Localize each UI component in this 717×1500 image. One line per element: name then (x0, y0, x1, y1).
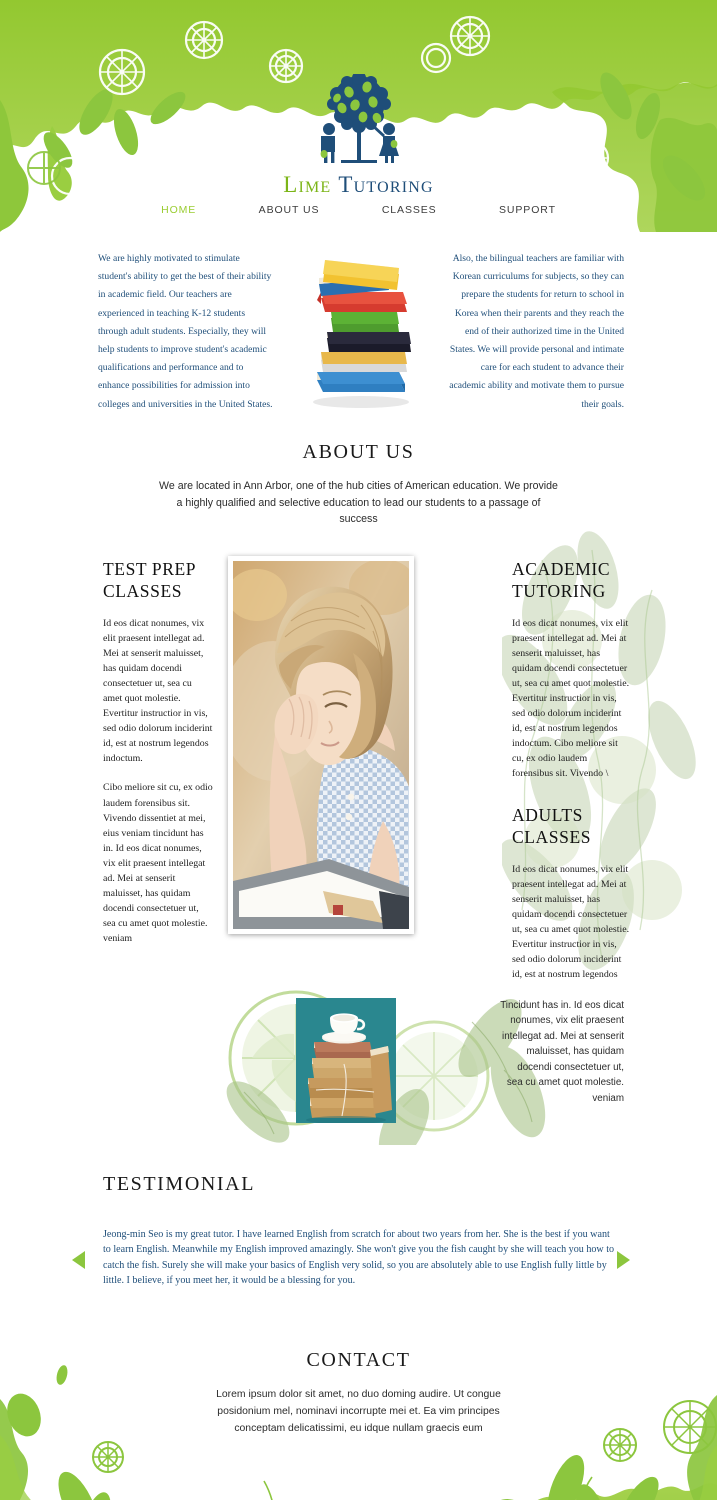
intro-section (0, 250, 717, 435)
adults-classes-paragraph: Id eos dicat nonumes, vix elit praesent intellegat ad. Mei at senserit maluisset, has quidam docendi consectetuer ut, sea cu amet quot molestie. Evertitur instructior in vis, sed odio dolorum inciderint id, est at nostrum legendos (512, 863, 630, 981)
stack-of-books-image (287, 252, 432, 412)
girl-reading-photo (228, 556, 414, 934)
intro-paragraph-left: We are highly motivated to stimulate student's ability to get the best of their ability in academic field. Our teachers are experienced in teaching K-12 students through adult students. Especially, they will help students to improve student's academic qualifications and performance and to enhance possibilities for admission into colleges and universities in the United States. (98, 253, 273, 410)
logo-block[interactable] (0, 74, 717, 198)
site-header (0, 0, 717, 232)
nav-item-about-us[interactable]: ABOUT US (258, 204, 320, 216)
testimonial-next-arrow-icon[interactable] (617, 1251, 630, 1269)
nav-item-support[interactable]: SUPPORT (499, 204, 556, 216)
intro-paragraph-right: Also, the bilingual teachers are familiar with Korean curriculums for subjects, so they can prepare the students for return to school in Korea when their parents and they reach the end of their authorized time in the United States. We will provide personal and intimate care for each student to advance their academic ability and motivate them to pursue their goals. (449, 253, 624, 410)
contact-body: Lorem ipsum dolor sit amet, no duo doming audire. Ut congue posidonium mel, nominavi incorrupte mei et. Ea vim principes conceptam delicatissimi, eu idque nullam graecis eum (216, 1388, 501, 1434)
testimonial-prev-arrow-icon[interactable] (72, 1251, 85, 1269)
about-us-body: We are located in Ann Arbor, one of the hub cities of American education. We provide a highly qualified and selective education to lead our students to a passage of success (159, 480, 558, 525)
contact-title: CONTACT (306, 1348, 411, 1371)
lime-feature-section (0, 980, 717, 1155)
about-us-section (0, 441, 717, 528)
right-classes-column (512, 558, 630, 983)
brand-title (0, 172, 717, 198)
testimonial-title: TESTIMONIAL (103, 1172, 256, 1195)
test-prep-classes-column (103, 558, 213, 947)
nav-item-classes[interactable]: CLASSES (381, 204, 437, 216)
academic-tutoring-paragraph: Id eos dicat nonumes, vix elit praesent intellegat ad. Mei at senserit maluisset, has quidam docendi consectetuer ut, sea cu amet quot molestie. Evertitur instructior in vis, sed odio dolorum inciderint id, est at nostrum legendos indoctum. Cibo meliore sit cu, ex odio laudem forensibus sit. Vivendo \ (512, 617, 630, 780)
adults-classes-title: ADULTS CLASSES (512, 804, 592, 847)
brand-word-lime: Lime (283, 172, 332, 197)
adults-classes-block (512, 804, 630, 983)
about-us-title: ABOUT US (302, 441, 415, 463)
lime-section-paragraph: Tincidunt has in. Id eos dicat nonumes, vix elit praesent intellegat ad. Mei at senserit maluisset, has quidam docendi consectetuer ut, sea cu amet quot molestie. veniam (500, 999, 624, 1105)
main-navigation[interactable] (0, 200, 717, 218)
test-prep-classes-title: TEST PREP CLASSES (103, 558, 196, 601)
classes-section (0, 550, 717, 981)
test-prep-paragraph-2: Cibo meliore sit cu, ex odio laudem forensibus sit. Vivendo dissentiet at mei, eius veniam tincidunt has in. Id eos dicat nonumes, vix elit praesent intellegat ad. Mei at senserit maluisset, has quidam docendi consectetuer ut, sea cu amet quot molestie. veniam (103, 782, 213, 945)
girl-reading-illustration (233, 561, 409, 929)
nav-item-home[interactable]: HOME (161, 204, 197, 216)
brand-word-tutoring: Tutoring (338, 172, 434, 197)
lime-tree-logo-icon (297, 74, 421, 170)
testimonial-section (0, 1173, 717, 1323)
contact-section (0, 1335, 717, 1437)
site-footer (0, 1335, 717, 1500)
testimonial-quote: Jeong-min Seo is my great tutor. I have learned English from scratch for about two years from her. She is the best if you want to learn English. Meanwhile my English improved amazingly. She won't give you the fish caught by she will teach you how to catch the fish. Surely she will make your basics of English very solid, so you are absolutely able to use English fully little by little. I believe, if you meet her, it would be a blessing for you. (103, 1228, 615, 1286)
test-prep-paragraph-1: Id eos dicat nonumes, vix elit praesent intellegat ad. Mei at senserit maluisset, has quidam docendi consectetuer ut, sea cu amet quot molestie. Evertitur instructior in vis, sed odio dolorum inciderint id, est at nostrum legendos indoctum. (103, 617, 213, 765)
academic-tutoring-block (512, 558, 630, 782)
academic-tutoring-title: ACADEMIC TUTORING (512, 558, 611, 601)
books-and-coffee-photo (296, 998, 396, 1123)
